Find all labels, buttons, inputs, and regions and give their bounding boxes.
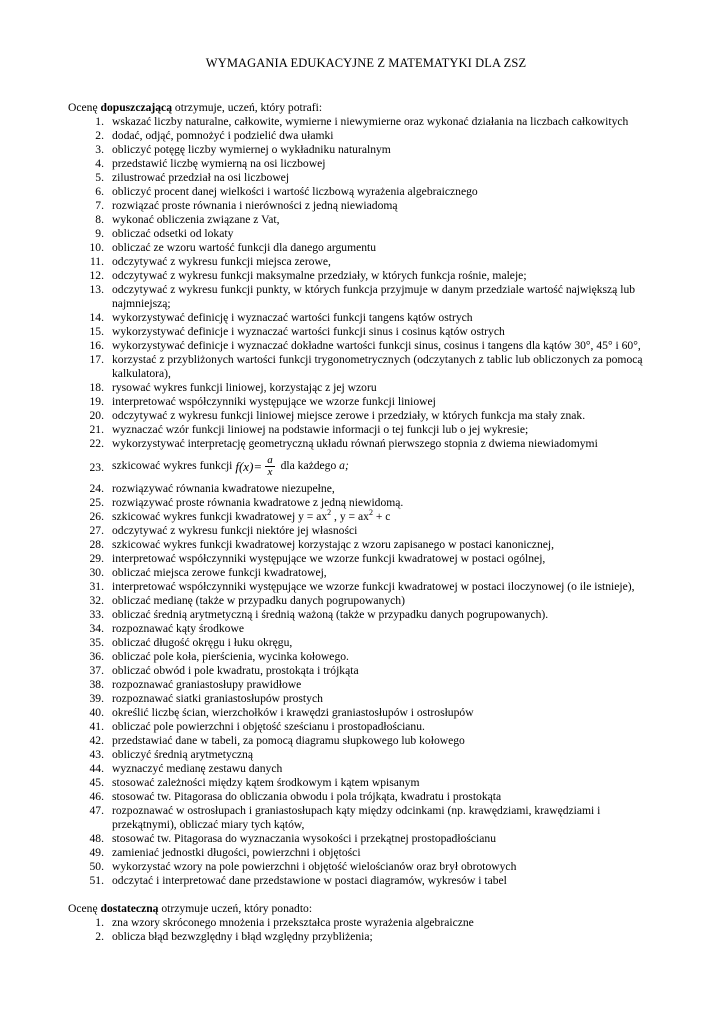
- list-item: [68, 538, 664, 552]
- item-number: 44.: [89, 762, 104, 775]
- requirements-list-dopuszczajaca: [68, 115, 664, 888]
- item-number: 15.: [89, 325, 104, 338]
- item-number: 12.: [89, 269, 104, 282]
- grade-name: dopuszczającą: [100, 101, 173, 114]
- item-number: 2.: [95, 930, 104, 943]
- item-number: 45.: [89, 776, 104, 789]
- list-item: [68, 622, 664, 636]
- item-number: 31.: [89, 580, 104, 593]
- item-text: rysować wykres funkcji liniowej, korzystając z jej wzoru: [112, 381, 377, 394]
- item-number: 27.: [89, 524, 104, 537]
- item-number: 23.: [89, 461, 104, 474]
- item-number: 8.: [95, 213, 104, 226]
- item-number: 43.: [89, 748, 104, 761]
- list-item: [68, 171, 664, 185]
- item-number: 33.: [89, 608, 104, 621]
- list-item: [68, 482, 664, 496]
- item-text: obliczać pole koła, pierścienia, wycinka kołowego.: [112, 650, 349, 663]
- item-text: wyznaczać wzór funkcji liniowej na podstawie informacji o tej funkcji lub o jej wykresie;: [112, 423, 529, 436]
- list-item: [68, 678, 664, 692]
- function-formula: [235, 455, 277, 478]
- requirements-list-dostateczna: [68, 916, 664, 944]
- list-item: [68, 776, 664, 790]
- list-item: [68, 734, 664, 748]
- list-item: [68, 496, 664, 510]
- item-number: 20.: [89, 409, 104, 422]
- list-item: [68, 339, 664, 353]
- item-text: [112, 455, 664, 478]
- item-text: obliczyć procent danej wielkości i wartość liczbową wyrażenia algebraicznego: [112, 185, 478, 198]
- item-text: obliczać ze wzoru wartość funkcji dla danego argumentu: [112, 241, 377, 254]
- item-number: 48.: [89, 832, 104, 845]
- item-text: wskazać liczby naturalne, całkowite, wymierne i niewymierne oraz wykonać działania na liczbach całkowitych: [112, 115, 629, 128]
- item-number: 29.: [89, 552, 104, 565]
- list-item: [68, 283, 664, 311]
- item-number: 36.: [89, 650, 104, 663]
- item-text: [112, 510, 664, 524]
- formula-fraction: [265, 455, 275, 478]
- item-number: 5.: [95, 171, 104, 184]
- list-item: [68, 832, 664, 846]
- list-item: [68, 157, 664, 171]
- item-text: obliczać długość okręgu i łuku okręgu,: [112, 636, 293, 649]
- list-item: [68, 199, 664, 213]
- intro-prefix: Ocenę: [68, 902, 101, 915]
- item-text: wykorzystywać definicje i wyznaczać dokładne wartości funkcji sinus, cosinus i tangens dla kątów 30°, 45° i 60°,: [112, 339, 641, 352]
- fraction-denominator: x: [267, 466, 273, 478]
- fraction-numerator: a: [267, 454, 273, 466]
- item-number: 37.: [89, 664, 104, 677]
- list-item: [68, 524, 664, 538]
- list-item: [68, 804, 664, 832]
- item-text: zilustrować przedział na osi liczbowej: [112, 171, 290, 184]
- item-text: interpretować współczynniki występujące we wzorze funkcji liniowej: [112, 395, 436, 408]
- list-item: [68, 129, 664, 143]
- item-text: rozwiązać proste równania i nierówności z jedną niewiadomą: [112, 199, 398, 212]
- list-item: [68, 594, 664, 608]
- exponent: 2: [368, 508, 373, 518]
- item-text: zamieniać jednostki długości, powierzchni i objętości: [112, 846, 361, 859]
- item-text: obliczać średnią arytmetyczną i średnią ważoną (także w przypadku danych pogrupowanych).: [112, 608, 549, 621]
- item-text: szkicować wykres funkcji kwadratowej korzystając z wzoru zapisanego w postaci kanonicznej,: [112, 538, 555, 551]
- item-number: 7.: [95, 199, 104, 212]
- list-item: [68, 115, 664, 129]
- list-item: [68, 860, 664, 874]
- list-item: [68, 269, 664, 283]
- item-text: rozpoznawać siatki graniastosłupów prostych: [112, 692, 323, 705]
- item-text-pre: szkicować wykres funkcji kwadratowej y = ax: [112, 510, 328, 523]
- item-text: rozpoznawać kąty środkowe: [112, 622, 244, 635]
- list-item: [68, 213, 664, 227]
- item-text: rozpoznawać w ostrosłupach i graniastosłupach kąty między odcinkami (np. krawędziami, krawędziami i przekątnymi), obliczać miary tych kątów,: [112, 804, 601, 831]
- item-text: rozwiązywać proste równania kwadratowe z jedną niewidomą.: [112, 496, 404, 509]
- list-item: [68, 451, 664, 482]
- list-item: [68, 311, 664, 325]
- item-text: rozwiązywać równania kwadratowe niezupełne,: [112, 482, 335, 495]
- list-item: [68, 325, 664, 339]
- list-item: [68, 916, 664, 930]
- item-number: 34.: [89, 622, 104, 635]
- item-text: przedstawić liczbę wymierną na osi liczbowej: [112, 157, 326, 170]
- item-number: 47.: [89, 804, 104, 817]
- list-item: [68, 381, 664, 395]
- item-number: 4.: [95, 157, 104, 170]
- item-number: 10.: [89, 241, 104, 254]
- item-number: 21.: [89, 423, 104, 436]
- list-item: [68, 664, 664, 678]
- item-text: odczytać i interpretować dane przedstawione w postaci diagramów, wykresów i tabel: [112, 874, 507, 887]
- item-text: wykorzystywać definicje i wyznaczać wartości funkcji sinus i cosinus kątów ostrych: [112, 325, 505, 338]
- item-text: obliczać miejsca zerowe funkcji kwadratowej,: [112, 566, 327, 579]
- item-number: 35.: [89, 636, 104, 649]
- item-text: przedstawiać dane w tabeli, za pomocą diagramu słupkowego lub kołowego: [112, 734, 465, 747]
- item-text: stosować tw. Pitagorasa do obliczania obwodu i pola trójkąta, kwadratu i prostokąta: [112, 790, 502, 803]
- formula-equals: =: [253, 458, 263, 474]
- list-item: [68, 423, 664, 437]
- formula-paren-close: ): [249, 458, 254, 474]
- item-number: 9.: [95, 227, 104, 240]
- item-number: 17.: [89, 353, 104, 366]
- intro-prefix: Ocenę: [68, 101, 101, 114]
- item-number: 16.: [89, 339, 104, 352]
- list-item: [68, 846, 664, 860]
- list-item: [68, 650, 664, 664]
- item-number: 22.: [89, 437, 104, 450]
- item-text: obliczyć potęgę liczby wymiernej o wykładniku naturalnym: [112, 143, 391, 156]
- item-number: 3.: [95, 143, 104, 156]
- list-item: [68, 143, 664, 157]
- item-text-post: + c: [372, 510, 391, 523]
- item-text: zna wzory skróconego mnożenia i przekształca proste wyrażenia algebraiczne: [112, 916, 474, 929]
- list-item: [68, 706, 664, 720]
- list-item: [68, 580, 664, 594]
- grade-intro-dopuszczajaca: [68, 101, 664, 115]
- item-text: rozpoznawać graniastosłupy prawidłowe: [112, 678, 302, 691]
- item-number: 50.: [89, 860, 104, 873]
- item-number: 11.: [89, 255, 104, 268]
- list-item: [68, 874, 664, 888]
- list-item: [68, 227, 664, 241]
- item-number: 1.: [95, 916, 104, 929]
- item-text: stosować tw. Pitagorasa do wyznaczania wysokości i przekątnej prostopadłościanu: [112, 832, 496, 845]
- item-number: 41.: [89, 720, 104, 733]
- item-text: interpretować współczynniki występujące we wzorze funkcji kwadratowej w postaci ogólnej,: [112, 552, 546, 565]
- item-text: interpretować współczynniki występujące we wzorze funkcji kwadratowej w postaci iloczynowej (o ile istnieje),: [112, 580, 635, 593]
- item-number: 32.: [89, 594, 104, 607]
- item-text: odczytywać z wykresu funkcji miejsca zerowe,: [112, 255, 331, 268]
- item-number: 46.: [89, 790, 104, 803]
- item-number: 26.: [89, 510, 104, 523]
- list-item: [68, 437, 664, 451]
- item-text: obliczyć średnią arytmetyczną: [112, 748, 253, 761]
- list-item: [68, 762, 664, 776]
- item-number: 19.: [89, 395, 104, 408]
- item-text: odczytywać z wykresu funkcji maksymalne przedziały, w których funkcja rośnie, maleje;: [112, 269, 527, 282]
- exponent: 2: [327, 508, 332, 518]
- item-number: 28.: [89, 538, 104, 551]
- item-text: obliczać obwód i pole kwadratu, prostokąta i trójkąta: [112, 664, 359, 677]
- item-number: 2.: [95, 129, 104, 142]
- item-text: określić liczbę ścian, wierzchołków i krawędzi graniastosłupów i ostrosłupów: [112, 706, 474, 719]
- item-text: odczytywać z wykresu funkcji punkty, w których funkcja przyjmuje w danym przedziale wartość największą lub najmniejszą;: [112, 283, 636, 310]
- grade-intro-dostateczna: [68, 902, 664, 916]
- item-text-mid: , y = ax: [331, 510, 369, 523]
- grade-name: dostateczną: [100, 902, 159, 915]
- item-text: wykorzystać wzory na pole powierzchni i objętość wielościanów oraz brył obrotowych: [112, 860, 517, 873]
- list-item: [68, 720, 664, 734]
- formula-lhs: f: [235, 458, 239, 474]
- item-number: 18.: [89, 381, 104, 394]
- formula-var: x: [243, 458, 250, 474]
- item-text: oblicza błąd bezwzględny i błąd względny przybliżenia;: [112, 930, 373, 943]
- item-number: 24.: [89, 482, 104, 495]
- item-text: wyznaczyć medianę zestawu danych: [112, 762, 283, 775]
- list-item: [68, 566, 664, 580]
- list-item: [68, 241, 664, 255]
- item-number: 39.: [89, 692, 104, 705]
- item-text: stosować zależności między kątem środkowym i kątem wpisanym: [112, 776, 420, 789]
- item-number: 42.: [89, 734, 104, 747]
- list-item: [68, 930, 664, 944]
- item-number: 40.: [89, 706, 104, 719]
- item-number: 49.: [89, 846, 104, 859]
- list-item: [68, 790, 664, 804]
- list-item: [68, 395, 664, 409]
- formula-paren-open: (: [238, 458, 244, 474]
- item-text: korzystać z przybliżonych wartości funkcji trygonometrycznych (odczytanych z tablic lub obliczonych za pomocą kalkulatora),: [112, 353, 643, 380]
- list-item: [68, 636, 664, 650]
- item-text: odczytywać z wykresu funkcji niektóre jej własności: [112, 524, 358, 537]
- intro-suffix: otrzymuje, uczeń, który potrafi:: [172, 101, 323, 114]
- item-number: 25.: [89, 496, 104, 509]
- item-number: 38.: [89, 678, 104, 691]
- list-item: [68, 608, 664, 622]
- document-title: WYMAGANIA EDUKACYJNE Z MATEMATYKI DLA ZSZ: [205, 56, 527, 70]
- list-item: [68, 185, 664, 199]
- item-text: obliczać pole powierzchni i objętość sześcianu i prostopadłościanu.: [112, 720, 425, 733]
- item-text-post: dla każdego: [277, 459, 340, 473]
- item-text: dodać, odjąć, pomnożyć i podzielić dwa ułamki: [112, 129, 334, 142]
- item-text: obliczać odsetki od lokaty: [112, 227, 234, 240]
- item-number: 14.: [89, 311, 104, 324]
- item-text-var: a;: [339, 459, 349, 473]
- list-item: [68, 748, 664, 762]
- item-text: obliczać medianę (także w przypadku danych pogrupowanych): [112, 594, 405, 607]
- item-number: 6.: [95, 185, 104, 198]
- list-item: [68, 409, 664, 423]
- list-item: [68, 510, 664, 524]
- item-text: odczytywać z wykresu funkcji liniowej miejsce zerowe i przedziały, w których funkcja ma stały znak.: [112, 409, 586, 422]
- intro-suffix: otrzymuje uczeń, który ponadto:: [158, 902, 313, 915]
- item-text: wykorzystywać interpretację geometryczną układu równań pierwszego stopnia z dwiema niewiadomymi: [112, 437, 598, 450]
- list-item: [68, 692, 664, 706]
- list-item: [68, 552, 664, 566]
- list-item: [68, 353, 664, 381]
- item-text-pre: szkicować wykres funkcji: [112, 459, 236, 473]
- list-item: [68, 255, 664, 269]
- item-text: wykorzystywać definicję i wyznaczać wartości funkcji tangens kątów ostrych: [112, 311, 473, 324]
- item-number: 13.: [89, 283, 104, 296]
- item-text: wykonać obliczenia związane z Vat,: [112, 213, 280, 226]
- item-number: 1.: [95, 115, 104, 128]
- item-number: 51.: [89, 874, 104, 887]
- item-number: 30.: [89, 566, 104, 579]
